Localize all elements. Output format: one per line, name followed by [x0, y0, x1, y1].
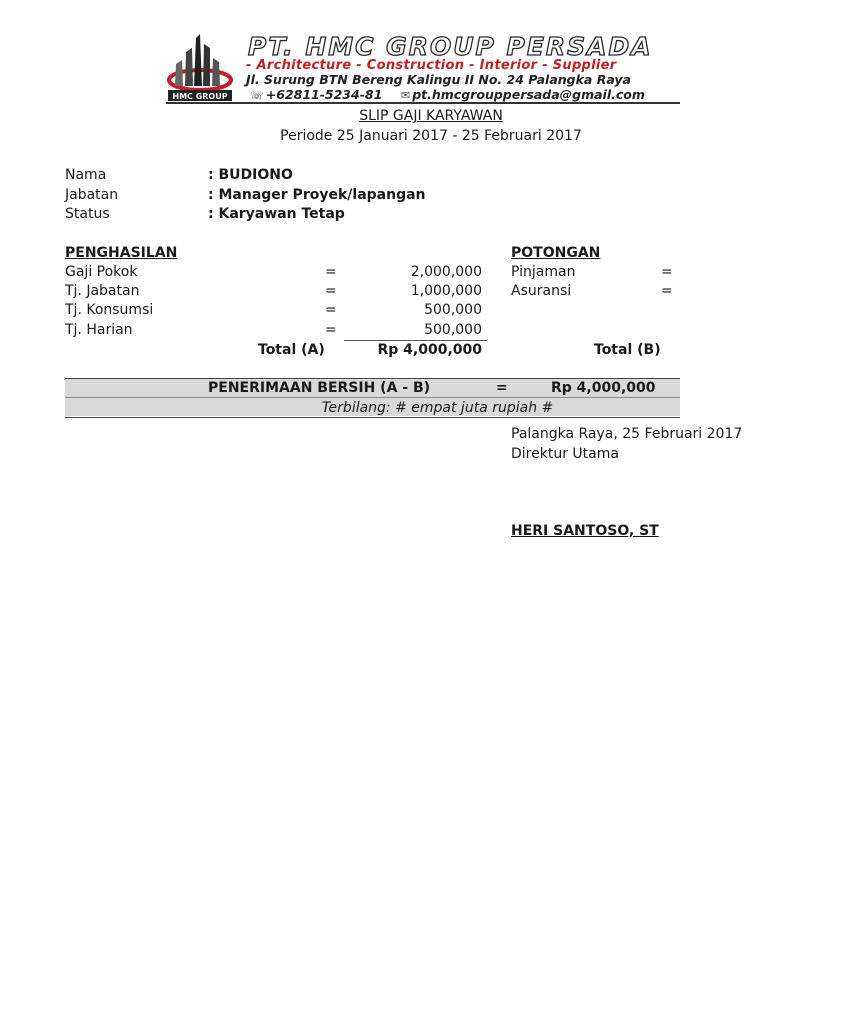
company-contact: [250, 87, 645, 102]
slip-period: Periode 25 Januari 2017 - 25 Februari 2017: [280, 128, 582, 144]
net-bottom-rule: [65, 417, 680, 418]
income-eq: =: [325, 264, 337, 280]
signature-place-date: Palangka Raya, 25 Februari 2017: [511, 426, 743, 442]
income-eq: =: [325, 322, 337, 338]
income-label: Tj. Harian: [65, 322, 133, 338]
letterhead-divider: [166, 102, 680, 104]
company-address: Jl. Surung BTN Bereng Kalingu II No. 24 Palangka Raya: [246, 72, 631, 87]
income-heading: PENGHASILAN: [65, 245, 178, 261]
income-amount: 1,000,000: [410, 283, 482, 299]
income-label: Gaji Pokok: [65, 264, 138, 280]
income-amount: 500,000: [424, 302, 482, 318]
deduction-label: Pinjaman: [511, 264, 576, 280]
signature-name: HERI SANTOSO, ST: [511, 523, 659, 539]
envelope-icon: ✉: [401, 89, 411, 102]
income-eq: =: [325, 302, 337, 318]
company-services: - Architecture - Construction - Interior - Supplier: [246, 58, 617, 73]
net-pay-value: Rp 4,000,000: [551, 380, 656, 396]
employee-status-value: : Karyawan Tetap: [208, 206, 345, 222]
income-total-label: Total (A): [258, 342, 325, 358]
net-pay-spelled: Terbilang: # empat juta rupiah #: [321, 400, 554, 416]
company-email: pt.hmcgrouppersada@gmail.com: [412, 87, 645, 102]
income-amount: 500,000: [424, 322, 482, 338]
employee-position-label: Jabatan: [65, 187, 119, 203]
phone-icon: ☏: [250, 89, 264, 102]
company-phone: +62811-5234-81: [265, 87, 383, 102]
company-logo: [166, 34, 234, 102]
net-pay-eq: =: [496, 380, 508, 396]
deduction-eq: =: [661, 264, 673, 280]
income-amount: 2,000,000: [410, 264, 482, 280]
employee-name-value: : BUDIONO: [208, 167, 293, 183]
employee-status-label: Status: [65, 206, 110, 222]
income-label: Tj. Konsumsi: [65, 302, 154, 318]
deductions-total-label: Total (B): [594, 342, 661, 358]
logo-text: HMC GROUP: [172, 92, 228, 101]
signature-role: Direktur Utama: [511, 446, 619, 462]
income-eq: =: [325, 283, 337, 299]
net-pay-label: PENERIMAAN BERSIH (A - B): [208, 380, 431, 396]
deduction-eq: =: [661, 283, 673, 299]
employee-position-value: : Manager Proyek/lapangan: [208, 187, 426, 203]
income-label: Tj. Jabatan: [65, 283, 140, 299]
income-total-rule: [344, 340, 487, 341]
slip-title: SLIP GAJI KARYAWAN: [359, 108, 503, 124]
income-total-value: Rp 4,000,000: [377, 342, 482, 358]
deductions-heading: POTONGAN: [511, 245, 601, 261]
employee-name-label: Nama: [65, 167, 107, 183]
company-name: PT. HMC GROUP PERSADA: [248, 32, 653, 61]
deduction-label: Asuransi: [511, 283, 572, 299]
